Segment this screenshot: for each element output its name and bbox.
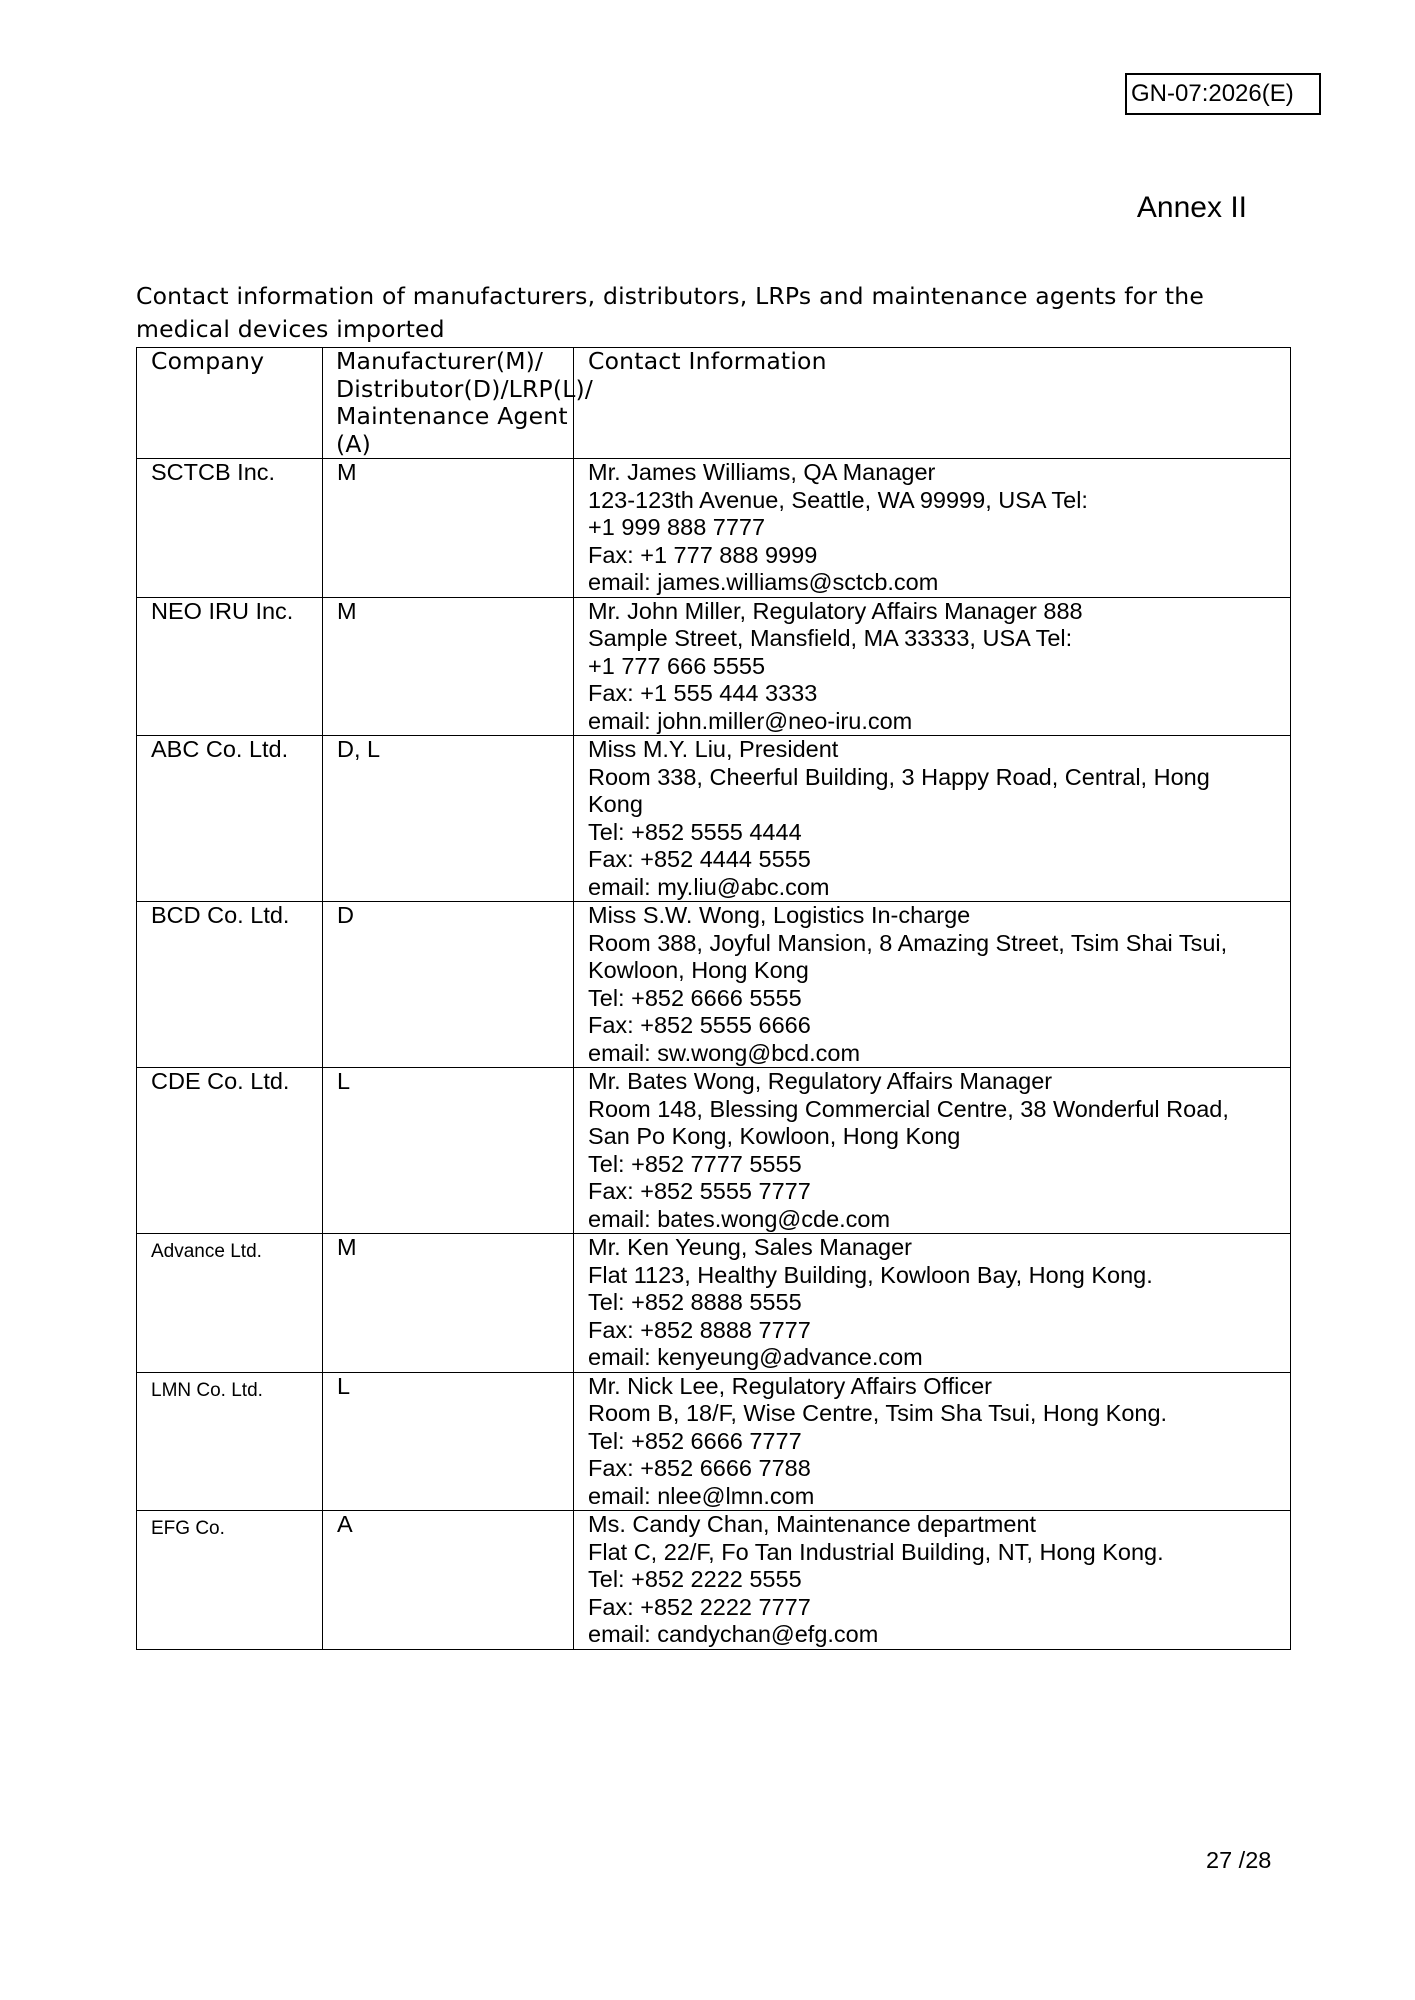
contact-line: Miss S.W. Wong, Logistics In-charge	[588, 902, 971, 928]
cell-contact	[574, 736, 1291, 902]
contact-line: Fax: +1 777 888 9999	[588, 541, 818, 568]
cell-role: M	[323, 597, 574, 736]
contact-line: Mr. James Williams, QA Manager	[588, 459, 936, 485]
cell-contact	[574, 1511, 1291, 1650]
contact-line: email: my.liu@abc.com	[588, 873, 830, 900]
contact-line: email: bates.wong@cde.com	[588, 1205, 891, 1232]
cell-contact	[574, 459, 1291, 598]
contact-line: Tel: +852 6666 5555	[588, 984, 802, 1011]
company-name: Advance Ltd.	[151, 1241, 262, 1262]
table-row	[137, 1234, 1291, 1373]
table-row	[137, 902, 1291, 1068]
page-number: 27 /28	[1206, 1847, 1272, 1873]
contact-line: Room B, 18/F, Wise Centre, Tsim Sha Tsui, Hong Kong.	[588, 1400, 1168, 1426]
contact-line: Mr. Bates Wong, Regulatory Affairs Manager	[588, 1068, 1053, 1094]
table-header-row	[137, 348, 1291, 459]
contact-line: Tel: +852 5555 4444	[588, 818, 802, 845]
cell-contact	[574, 597, 1291, 736]
company-name: SCTCB Inc.	[151, 459, 276, 485]
header-company: Company	[137, 348, 323, 459]
table-row	[137, 1511, 1291, 1650]
company-name: CDE Co. Ltd.	[151, 1068, 290, 1094]
contact-line: Fax: +852 5555 7777	[588, 1178, 811, 1204]
contact-line: Tel: +852 8888 5555	[588, 1289, 802, 1315]
contact-line: Room 388, Joyful Mansion, 8 Amazing Street, Tsim Shai Tsui,	[588, 929, 1228, 956]
contact-line: Fax: +852 5555 6666	[588, 1012, 811, 1038]
company-name: BCD Co. Ltd.	[151, 902, 290, 928]
company-name: ABC Co. Ltd.	[151, 736, 289, 762]
cell-company	[137, 1372, 323, 1511]
contact-line: Fax: +1 555 444 3333	[588, 680, 818, 706]
cell-contact	[574, 1372, 1291, 1511]
contact-line: Kowloon, Hong Kong	[588, 957, 809, 983]
contact-line: Mr. Ken Yeung, Sales Manager	[588, 1234, 912, 1260]
contact-line: Fax: +852 2222 7777	[588, 1593, 811, 1620]
contact-line: +1 777 666 5555	[588, 652, 766, 679]
cell-role: M	[323, 1234, 574, 1373]
annex-title: Annex II	[1136, 191, 1247, 224]
contact-line: email: candychan@efg.com	[588, 1621, 879, 1647]
contacts-table	[136, 347, 1291, 1650]
table-row	[137, 1068, 1291, 1234]
cell-company	[137, 736, 323, 902]
contact-line: Room 338, Cheerful Building, 3 Happy Road, Central, Hong	[588, 763, 1210, 790]
contact-line: 123-123th Avenue, Seattle, WA 99999, USA Tel:	[588, 486, 1088, 513]
cell-contact	[574, 902, 1291, 1068]
contact-line: Fax: +852 4444 5555	[588, 846, 811, 872]
cell-company	[137, 1511, 323, 1650]
contact-line: San Po Kong, Kowloon, Hong Kong	[588, 1123, 961, 1149]
contact-line: Miss M.Y. Liu, President	[588, 736, 839, 762]
cell-role: D, L	[323, 736, 574, 902]
cell-role: L	[323, 1372, 574, 1511]
contact-line: Tel: +852 2222 5555	[588, 1566, 802, 1592]
contact-line: Fax: +852 8888 7777	[588, 1316, 811, 1343]
cell-company	[137, 1234, 323, 1373]
cell-role: D	[323, 902, 574, 1068]
company-name: NEO IRU Inc.	[151, 597, 294, 624]
contact-line: email: nlee@lmn.com	[588, 1482, 815, 1509]
cell-role: A	[323, 1511, 574, 1650]
contact-line: Tel: +852 7777 5555	[588, 1150, 802, 1177]
contact-line: Mr. Nick Lee, Regulatory Affairs Officer	[588, 1372, 993, 1399]
contact-line: Flat 1123, Healthy Building, Kowloon Bay, Hong Kong.	[588, 1261, 1153, 1288]
contact-line: Tel: +852 6666 7777	[588, 1427, 802, 1454]
table-row	[137, 597, 1291, 736]
contact-line: Fax: +852 6666 7788	[588, 1455, 811, 1481]
cell-company	[137, 459, 323, 598]
contact-line: email: kenyeung@advance.com	[588, 1344, 923, 1370]
table-row	[137, 1372, 1291, 1511]
contact-line: +1 999 888 7777	[588, 514, 766, 540]
contact-line: Sample Street, Mansfield, MA 33333, USA Tel:	[588, 625, 1073, 651]
contact-line: Room 148, Blessing Commercial Centre, 38 Wonderful Road,	[588, 1095, 1229, 1122]
cell-company	[137, 1068, 323, 1234]
table-row	[137, 459, 1291, 598]
company-name: LMN Co. Ltd.	[151, 1379, 263, 1401]
document-code: GN-07:2026(E)	[1125, 73, 1321, 115]
company-name: EFG Co.	[151, 1518, 225, 1539]
contact-line: email: john.miller@neo-iru.com	[588, 707, 913, 734]
header-contact: Contact Information	[574, 348, 1291, 459]
cell-contact	[574, 1068, 1291, 1234]
contact-line: email: james.williams@sctcb.com	[588, 569, 939, 595]
cell-role: M	[323, 459, 574, 598]
contact-line: email: sw.wong@bcd.com	[588, 1039, 861, 1066]
table-row	[137, 736, 1291, 902]
table-caption: Contact information of manufacturers, distributors, LRPs and maintenance agents for the medical devices imported	[136, 282, 1205, 343]
contact-line: Mr. John Miller, Regulatory Affairs Manager 888	[588, 597, 1083, 624]
header-role: Manufacturer(M)/ Distributor(D)/LRP(L)/ Maintenance Agent (A)	[323, 348, 574, 459]
contact-line: Ms. Candy Chan, Maintenance department	[588, 1511, 1037, 1537]
contact-line: Kong	[588, 791, 643, 817]
cell-role: L	[323, 1068, 574, 1234]
contact-line: Flat C, 22/F, Fo Tan Industrial Building, NT, Hong Kong.	[588, 1538, 1164, 1565]
cell-company	[137, 902, 323, 1068]
cell-contact	[574, 1234, 1291, 1373]
cell-company	[137, 597, 323, 736]
